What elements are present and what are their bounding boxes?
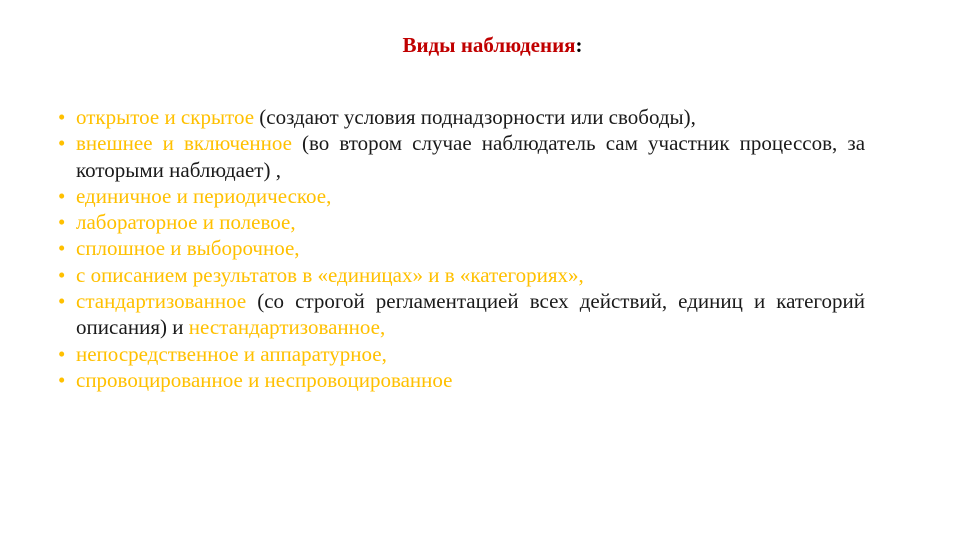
- bullet-icon: •: [58, 105, 66, 129]
- bullet-icon: •: [58, 183, 66, 208]
- bullet-icon: •: [58, 236, 66, 261]
- item-highlight: сплошное и выборочное,: [76, 236, 300, 261]
- item-highlight-2: нестандартизованное,: [188, 315, 386, 340]
- list-item: [58, 130, 865, 183]
- bullet-icon: •: [58, 210, 66, 235]
- list-item: [58, 235, 865, 261]
- list-item: [58, 367, 865, 393]
- list-item: [58, 262, 865, 288]
- list-item: [58, 183, 865, 209]
- bullet-icon: •: [58, 262, 66, 287]
- item-text: (со строгой регламентацией всех действий, единиц и категорий описания) и: [76, 289, 865, 340]
- item-highlight: спровоцированное и неспровоцированное: [76, 367, 453, 392]
- bullet-icon: •: [58, 367, 66, 392]
- list-item: [58, 341, 865, 367]
- bullet-icon: •: [58, 289, 66, 314]
- item-highlight: единичное и периодическое,: [76, 183, 332, 208]
- slide-title: [0, 30, 960, 60]
- item-highlight: непосредственное и аппаратурное,: [76, 341, 387, 366]
- item-highlight: стандартизованное: [76, 289, 247, 314]
- item-highlight: открытое и скрытое: [76, 105, 255, 129]
- bullet-icon: •: [58, 341, 66, 366]
- bullet-icon: •: [58, 131, 66, 156]
- item-highlight: лабораторное и полевое,: [76, 210, 296, 235]
- observation-types-list: [58, 104, 865, 393]
- list-item: [58, 288, 865, 341]
- list-item: [58, 209, 865, 235]
- item-highlight: внешнее и включенное: [76, 131, 292, 156]
- item-text: (создают условия поднадзорности или свободы),: [254, 105, 696, 129]
- title-text: Виды наблюдения: [402, 33, 576, 57]
- list-item: [58, 104, 865, 130]
- title-colon: :: [575, 33, 583, 57]
- item-text: (во втором случае наблюдатель сам участник процессов, за которыми наблюдает) ,: [76, 131, 866, 182]
- item-highlight: с описанием результатов в «единицах» и в «категориях»,: [76, 262, 584, 287]
